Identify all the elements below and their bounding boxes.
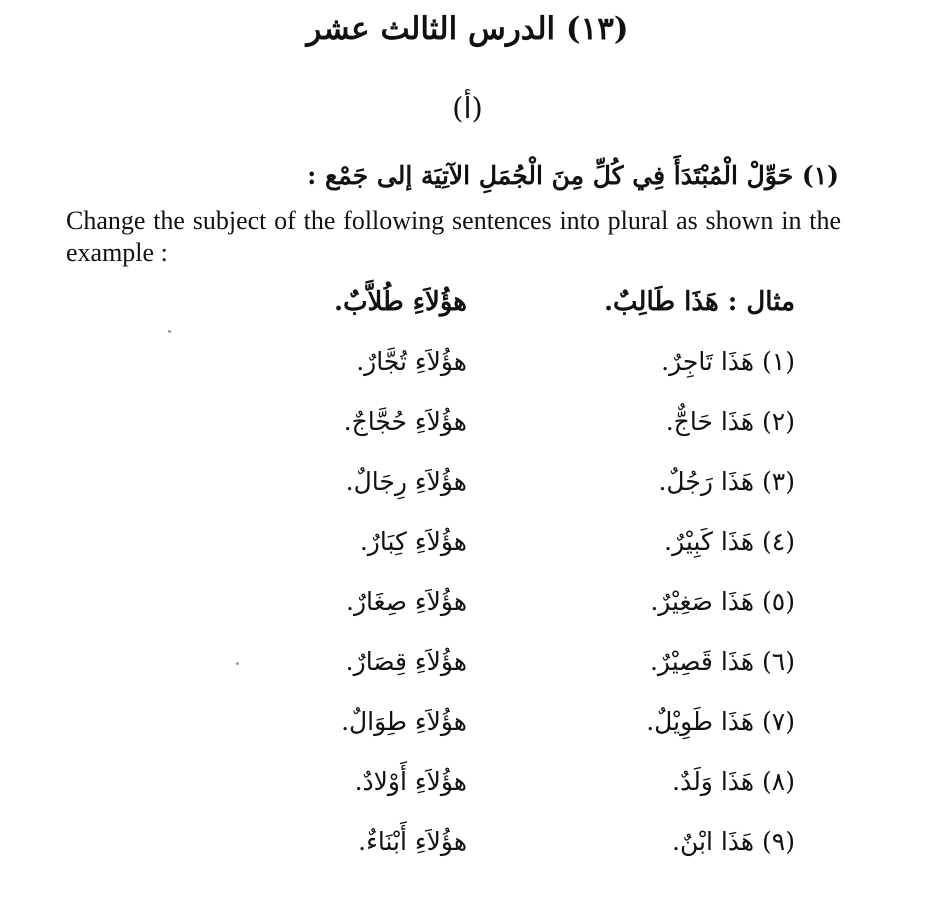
item-plural: هؤُلاَءِ أَبْنَاءٌ.	[358, 827, 467, 856]
item-singular: (١) هَذَا تَاجِرٌ.	[661, 347, 795, 376]
exercise-list	[0, 338, 935, 878]
lesson-title: (١٣) الدرس الثالث عشر	[306, 11, 629, 47]
example-singular: مثال : هَذَا طَالِبٌ.	[603, 287, 795, 317]
exercise-item	[0, 338, 935, 398]
item-plural: هؤُلاَءِ حُجَّاجٌ.	[343, 407, 467, 436]
section-label: (أ)	[452, 91, 483, 125]
item-singular: (٧) هَذَا طَوِيْلٌ.	[646, 707, 795, 736]
instruction-arabic: (١) حَوِّلْ الْمُبْتَدَأَ فِي كُلِّ مِنَ الْجُمَلِ الآتِيَة إلى جَمْع :	[307, 161, 839, 190]
example-plural: هؤُلاَءِ طُلاَّبٌ.	[334, 287, 467, 317]
item-plural: هؤُلاَءِ أَوْلادٌ.	[354, 767, 467, 796]
exercise-item	[0, 698, 935, 758]
item-plural: هؤُلاَءِ كِبَارٌ.	[359, 527, 467, 556]
exercise-item	[0, 758, 935, 818]
item-singular: (٦) هَذَا قَصِيْرٌ.	[649, 647, 795, 676]
item-plural: هؤُلاَءِ قِصَارٌ.	[345, 647, 467, 676]
exercise-item	[0, 458, 935, 518]
item-plural: هؤُلاَءِ صِغَارٌ.	[346, 587, 467, 616]
exercise-item	[0, 638, 935, 698]
scan-speck	[168, 330, 171, 333]
exercise-item	[0, 518, 935, 578]
item-singular: (٣) هَذَا رَجُلٌ.	[658, 467, 795, 496]
exercise-item	[0, 818, 935, 878]
item-singular: (٢) هَذَا حَاجٌّ.	[665, 407, 795, 436]
instruction-english: Change the subject of the following sentences into plural as shown in the example :	[66, 206, 841, 267]
example-row	[0, 278, 935, 326]
exercise-item	[0, 398, 935, 458]
exercise-item	[0, 578, 935, 638]
item-singular: (٩) هَذَا ابْنٌ.	[672, 827, 795, 856]
item-singular: (٤) هَذَا كَبِيْرٌ.	[664, 527, 795, 556]
item-plural: هؤُلاَءِ طِوَالٌ.	[341, 707, 467, 736]
item-plural: هؤُلاَءِ تُجَّارٌ.	[356, 347, 467, 376]
item-plural: هؤُلاَءِ رِجَالٌ.	[345, 467, 467, 496]
item-singular: (٥) هَذَا صَغِيْرٌ.	[650, 587, 795, 616]
item-singular: (٨) هَذَا وَلَدٌ.	[672, 767, 795, 796]
scan-speck	[236, 662, 239, 665]
